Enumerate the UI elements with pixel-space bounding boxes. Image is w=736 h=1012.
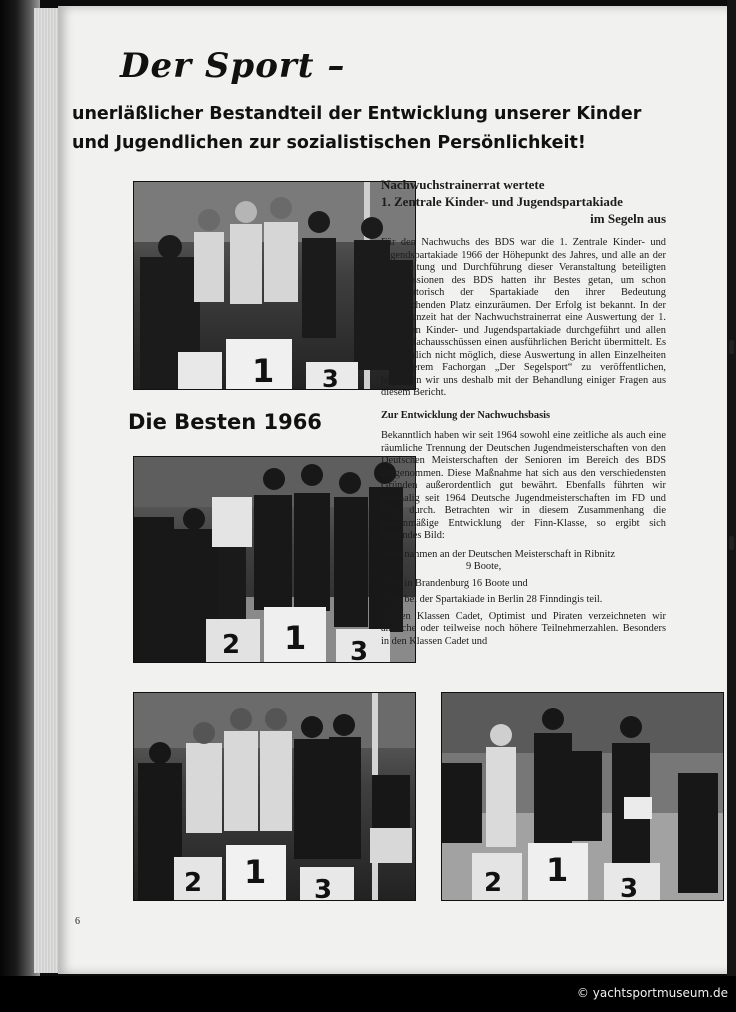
finn-stat-1964 <box>381 549 666 574</box>
margin-mark <box>729 340 734 354</box>
podium-photo-3 <box>133 692 416 901</box>
podium-number-3: 3 <box>314 875 333 900</box>
page-number: 6 <box>75 916 80 927</box>
podium-number-1: 1 <box>252 352 275 389</box>
podium-photo-4 <box>441 692 724 901</box>
podium-number-2: 2 <box>222 630 241 660</box>
finn-stat-1965: 1965 in Brandenburg 16 Boote und <box>381 577 528 589</box>
finn-stat-1964-line-2: 9 Boote, <box>466 561 502 572</box>
podium-photo-1 <box>133 181 416 390</box>
podium-photo-2 <box>133 456 416 663</box>
podium-number-3: 3 <box>350 637 369 662</box>
podium-number-1: 1 <box>546 851 569 889</box>
headline-line-3: im Segeln aus <box>590 211 666 226</box>
headline-line-2: 1. Zentrale Kinder- und Jugendspartakiade <box>381 194 623 209</box>
right-edge <box>727 0 736 1012</box>
article-column <box>381 176 666 654</box>
podium-number-2: 2 <box>184 868 203 898</box>
article-headline <box>381 176 666 227</box>
article-paragraph-1: Für den Nachwuchs des BDS war die 1. Zentrale Kinder- und Jugendspartakiade 1966 der Höhepunkt des Jahres, und alle an der Vorbereitung und Durchführung dieser Veranstaltung beteiligten Kommissionen des BDS hatten ihr Bestes getan, um schon organisatorisch der Spartakiade den ihrer Bedeutung entsprechenden Platz einzuräumen. Der Erfolg ist bekannt. In der Zwischenzeit hat der Nachwuchstrainerrat eine Auswertung der 1. Zentralen Kinder- und Jugendspartakiade durchgeführt und allen Bezirksfachausschüssen einen ausführlichen Bericht übermittelt. Es ist natürlich nicht möglich, diese Auswertung in allen Einzelheiten in unserem Fachorgan „Der Segelsport“ zu veröffentlichen, begnügen wir uns deshalb mit der Behandlung einiger Fragen aus diesem Bericht. <box>381 237 666 398</box>
podium-number-3: 3 <box>620 874 639 900</box>
headline-line-1: Nachwuchstrainerrat wertete <box>381 177 545 192</box>
finn-stat-1966: 1966 bei der Spartakiade in Berlin 28 Finndingis teil. <box>381 594 603 605</box>
podium-number-1: 1 <box>244 853 267 891</box>
margin-mark <box>729 536 734 550</box>
page-subtitle: unerläßlicher Bestandteil der Entwicklung unserer Kinder und Jugendlichen zur sozialistischen Persönlichkeit! <box>72 104 642 153</box>
article-paragraph-2: Bekanntlich haben wir seit 1964 sowohl eine zeitliche als auch eine räumliche Trennung der Deutschen Jugendmeisterschaften von den Deutschen Meisterschaften der Senioren im Bereich des BDS vorgenommen. Diese Maßnahme hat sich aus den verschiedensten Gründen außerordentlich gut bewährt. Ebenfalls führten wir erstmalig seit 1964 Deutsche Jugendmeisterschaften im FD und Finn durch. Betrachten wir in diesem Zusammenhang die zahlenmäßige Entwicklung der Finn-Klasse, so ergibt sich folgendes Bild: <box>381 430 666 541</box>
podium-number-1: 1 <box>284 619 307 657</box>
page-title: Der Sport – <box>120 46 346 86</box>
finn-stat-1964-line-1: 1964 nahmen an der Deutschen Meisterschaft in Ribnitz <box>381 548 616 560</box>
photo-caption: Die Besten 1966 <box>128 410 322 434</box>
podium-number-2: 2 <box>484 868 503 898</box>
podium-number-3: 3 <box>322 365 339 389</box>
article-paragraph-3: In den Klassen Cadet, Optimist und Piraten verzeichneten wir ähnliche oder teilweise noch höhere Teilnehmerzahlen. Besonders in den Klassen Cadet und <box>381 610 666 647</box>
watermark-text: © yachtsportmuseum.de <box>576 986 728 1000</box>
article-subheading: Zur Entwicklung der Nachwuchsbasis <box>381 409 551 421</box>
